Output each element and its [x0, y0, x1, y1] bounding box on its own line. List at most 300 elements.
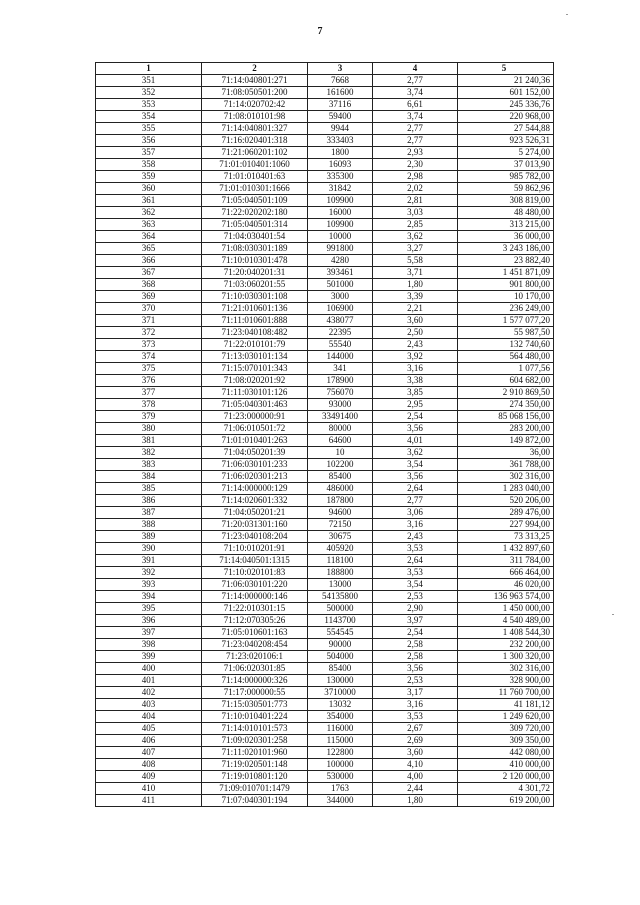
- table-row: [96, 495, 554, 507]
- area-cell: 116000: [308, 723, 373, 735]
- table-row: [96, 711, 554, 723]
- rate-cell: 2,53: [373, 675, 458, 687]
- rate-cell: 6,61: [373, 99, 458, 111]
- value-cell: 520 206,00: [458, 495, 554, 507]
- rate-cell: 2,77: [373, 135, 458, 147]
- area-cell: 1763: [308, 783, 373, 795]
- cadastral-number-cell: 71:08:030301:189: [202, 243, 308, 255]
- row-number-cell: 352: [96, 87, 202, 99]
- table-row: [96, 723, 554, 735]
- value-cell: 21 240,36: [458, 75, 554, 87]
- area-cell: 106900: [308, 303, 373, 315]
- value-cell: 37 013,90: [458, 159, 554, 171]
- value-cell: 604 682,00: [458, 375, 554, 387]
- value-cell: 59 862,96: [458, 183, 554, 195]
- row-number-cell: 365: [96, 243, 202, 255]
- cadastral-number-cell: 71:08:010101:98: [202, 111, 308, 123]
- value-cell: 4 540 489,00: [458, 615, 554, 627]
- table-row: [96, 87, 554, 99]
- rate-cell: 3,54: [373, 579, 458, 591]
- cadastral-number-cell: 71:21:060201:102: [202, 147, 308, 159]
- area-cell: 554545: [308, 627, 373, 639]
- row-number-cell: 354: [96, 111, 202, 123]
- area-cell: 393461: [308, 267, 373, 279]
- cadastral-number-cell: 71:06:030101:233: [202, 459, 308, 471]
- rate-cell: 3,92: [373, 351, 458, 363]
- row-number-cell: 402: [96, 687, 202, 699]
- rate-cell: 2,77: [373, 75, 458, 87]
- area-cell: 22395: [308, 327, 373, 339]
- table-row: [96, 675, 554, 687]
- cadastral-number-cell: 71:23:040108:204: [202, 531, 308, 543]
- table-row: [96, 99, 554, 111]
- table-row: [96, 699, 554, 711]
- value-cell: 308 819,00: [458, 195, 554, 207]
- row-number-cell: 366: [96, 255, 202, 267]
- value-cell: 901 800,00: [458, 279, 554, 291]
- cadastral-number-cell: 71:22:010301:15: [202, 603, 308, 615]
- cadastral-number-cell: 71:04:050201:21: [202, 507, 308, 519]
- cadastral-number-cell: 71:23:040208:454: [202, 639, 308, 651]
- cadastral-number-cell: 71:23:040108:482: [202, 327, 308, 339]
- area-cell: 501000: [308, 279, 373, 291]
- area-cell: 161600: [308, 87, 373, 99]
- row-number-cell: 405: [96, 723, 202, 735]
- table-row: [96, 339, 554, 351]
- rate-cell: 3,17: [373, 687, 458, 699]
- table-row: [96, 735, 554, 747]
- table-row: [96, 747, 554, 759]
- row-number-cell: 378: [96, 399, 202, 411]
- area-cell: 530000: [308, 771, 373, 783]
- cadastral-number-cell: 71:01:010401:63: [202, 171, 308, 183]
- table-row: [96, 471, 554, 483]
- table-row: [96, 207, 554, 219]
- value-cell: 245 336,76: [458, 99, 554, 111]
- row-number-cell: 372: [96, 327, 202, 339]
- area-cell: 55540: [308, 339, 373, 351]
- rate-cell: 3,74: [373, 87, 458, 99]
- value-cell: 5 274,00: [458, 147, 554, 159]
- table-row: [96, 447, 554, 459]
- value-cell: 1 450 000,00: [458, 603, 554, 615]
- area-cell: 102200: [308, 459, 373, 471]
- row-number-cell: 376: [96, 375, 202, 387]
- cadastral-number-cell: 71:06:020301:85: [202, 663, 308, 675]
- area-cell: 144000: [308, 351, 373, 363]
- table-row: [96, 255, 554, 267]
- column-header: 5: [458, 63, 554, 75]
- area-cell: 16000: [308, 207, 373, 219]
- area-cell: 37116: [308, 99, 373, 111]
- rate-cell: 3,27: [373, 243, 458, 255]
- area-cell: 354000: [308, 711, 373, 723]
- table-body: [96, 75, 554, 807]
- table-row: [96, 531, 554, 543]
- table-row: [96, 111, 554, 123]
- row-number-cell: 374: [96, 351, 202, 363]
- cadastral-number-cell: 71:15:070101:343: [202, 363, 308, 375]
- cadastral-number-cell: 71:14:040801:327: [202, 123, 308, 135]
- row-number-cell: 390: [96, 543, 202, 555]
- value-cell: 27 544,88: [458, 123, 554, 135]
- cadastral-number-cell: 71:05:040501:314: [202, 219, 308, 231]
- area-cell: 16093: [308, 159, 373, 171]
- cadastral-number-cell: 71:11:030101:126: [202, 387, 308, 399]
- table-row: [96, 303, 554, 315]
- rate-cell: 4,10: [373, 759, 458, 771]
- rate-cell: 3,06: [373, 507, 458, 519]
- rate-cell: 3,97: [373, 615, 458, 627]
- column-header: 1: [96, 63, 202, 75]
- value-cell: 46 020,00: [458, 579, 554, 591]
- scan-artifact: [566, 14, 568, 15]
- area-cell: 93000: [308, 399, 373, 411]
- rate-cell: 2,95: [373, 399, 458, 411]
- value-cell: 41 181,12: [458, 699, 554, 711]
- cadastral-number-cell: 71:20:040201:31: [202, 267, 308, 279]
- cadastral-number-cell: 71:12:070305:26: [202, 615, 308, 627]
- cadastral-number-cell: 71:14:040801:271: [202, 75, 308, 87]
- table-row: [96, 291, 554, 303]
- value-cell: 2 120 000,00: [458, 771, 554, 783]
- rate-cell: 2,53: [373, 591, 458, 603]
- row-number-cell: 375: [96, 363, 202, 375]
- rate-cell: 2,64: [373, 555, 458, 567]
- row-number-cell: 358: [96, 159, 202, 171]
- area-cell: 335300: [308, 171, 373, 183]
- value-cell: 55 987,50: [458, 327, 554, 339]
- value-cell: 4 301,72: [458, 783, 554, 795]
- value-cell: 149 872,00: [458, 435, 554, 447]
- cadastral-number-cell: 71:01:010401:263: [202, 435, 308, 447]
- rate-cell: 3,56: [373, 663, 458, 675]
- cadastral-number-cell: 71:11:020101:960: [202, 747, 308, 759]
- area-cell: 344000: [308, 795, 373, 807]
- area-cell: 486000: [308, 483, 373, 495]
- registry-table: [95, 62, 554, 807]
- area-cell: 130000: [308, 675, 373, 687]
- rate-cell: 5,58: [373, 255, 458, 267]
- table-row: [96, 231, 554, 243]
- table-row: [96, 795, 554, 807]
- area-cell: 1800: [308, 147, 373, 159]
- table-row: [96, 435, 554, 447]
- table-row: [96, 519, 554, 531]
- table-row: [96, 639, 554, 651]
- row-number-cell: 370: [96, 303, 202, 315]
- cadastral-number-cell: 71:23:020106:1: [202, 651, 308, 663]
- rate-cell: 4,01: [373, 435, 458, 447]
- area-cell: 341: [308, 363, 373, 375]
- row-number-cell: 381: [96, 435, 202, 447]
- value-cell: 442 080,00: [458, 747, 554, 759]
- value-cell: 11 760 700,00: [458, 687, 554, 699]
- area-cell: 115000: [308, 735, 373, 747]
- value-cell: 923 526,31: [458, 135, 554, 147]
- row-number-cell: 387: [96, 507, 202, 519]
- cadastral-number-cell: 71:22:020202:180: [202, 207, 308, 219]
- area-cell: 13000: [308, 579, 373, 591]
- table-row: [96, 567, 554, 579]
- value-cell: 10 170,00: [458, 291, 554, 303]
- cadastral-number-cell: 71:01:010301:1666: [202, 183, 308, 195]
- value-cell: 227 994,00: [458, 519, 554, 531]
- cadastral-number-cell: 71:05:040301:463: [202, 399, 308, 411]
- table-row: [96, 627, 554, 639]
- area-cell: 187800: [308, 495, 373, 507]
- cadastral-number-cell: 71:16:020401:318: [202, 135, 308, 147]
- table-row: [96, 771, 554, 783]
- table-row: [96, 507, 554, 519]
- cadastral-number-cell: 71:14:000000:146: [202, 591, 308, 603]
- row-number-cell: 411: [96, 795, 202, 807]
- row-number-cell: 364: [96, 231, 202, 243]
- table-row: [96, 147, 554, 159]
- cadastral-number-cell: 71:20:031301:160: [202, 519, 308, 531]
- row-number-cell: 409: [96, 771, 202, 783]
- table-row: [96, 651, 554, 663]
- table-row: [96, 399, 554, 411]
- table-row: [96, 411, 554, 423]
- cadastral-number-cell: 71:06:030101:220: [202, 579, 308, 591]
- area-cell: 64600: [308, 435, 373, 447]
- table-row: [96, 135, 554, 147]
- table-row: [96, 663, 554, 675]
- row-number-cell: 373: [96, 339, 202, 351]
- page-number: 7: [317, 26, 323, 37]
- cadastral-number-cell: 71:14:040501:1315: [202, 555, 308, 567]
- value-cell: 361 788,00: [458, 459, 554, 471]
- area-cell: 3710000: [308, 687, 373, 699]
- rate-cell: 2,30: [373, 159, 458, 171]
- cadastral-number-cell: 71:09:010701:1479: [202, 783, 308, 795]
- rate-cell: 3,39: [373, 291, 458, 303]
- cadastral-number-cell: 71:14:020601:332: [202, 495, 308, 507]
- cadastral-number-cell: 71:23:000000:91: [202, 411, 308, 423]
- cadastral-number-cell: 71:22:010101:79: [202, 339, 308, 351]
- table-row: [96, 555, 554, 567]
- rate-cell: 2,85: [373, 219, 458, 231]
- row-number-cell: 359: [96, 171, 202, 183]
- row-number-cell: 368: [96, 279, 202, 291]
- row-number-cell: 391: [96, 555, 202, 567]
- area-cell: 438077: [308, 315, 373, 327]
- value-cell: 309 720,00: [458, 723, 554, 735]
- row-number-cell: 371: [96, 315, 202, 327]
- rate-cell: 3,74: [373, 111, 458, 123]
- area-cell: 10000: [308, 231, 373, 243]
- cadastral-number-cell: 71:10:030301:108: [202, 291, 308, 303]
- cadastral-number-cell: 71:13:030101:134: [202, 351, 308, 363]
- cadastral-number-cell: 71:14:000000:326: [202, 675, 308, 687]
- cadastral-number-cell: 71:01:010401:1060: [202, 159, 308, 171]
- row-number-cell: 396: [96, 615, 202, 627]
- area-cell: 188800: [308, 567, 373, 579]
- value-cell: 1 249 620,00: [458, 711, 554, 723]
- row-number-cell: 383: [96, 459, 202, 471]
- rate-cell: 2,93: [373, 147, 458, 159]
- table-row: [96, 351, 554, 363]
- rate-cell: 2,21: [373, 303, 458, 315]
- value-cell: 1 300 320,00: [458, 651, 554, 663]
- value-cell: 302 316,00: [458, 663, 554, 675]
- area-cell: 4280: [308, 255, 373, 267]
- area-cell: 54135800: [308, 591, 373, 603]
- value-cell: 289 476,00: [458, 507, 554, 519]
- row-number-cell: 393: [96, 579, 202, 591]
- table-row: [96, 387, 554, 399]
- area-cell: 118100: [308, 555, 373, 567]
- cadastral-number-cell: 71:05:040501:109: [202, 195, 308, 207]
- table-row: [96, 459, 554, 471]
- value-cell: 1 077,56: [458, 363, 554, 375]
- rate-cell: 2,54: [373, 627, 458, 639]
- rate-cell: 3,16: [373, 519, 458, 531]
- rate-cell: 3,38: [373, 375, 458, 387]
- row-number-cell: 395: [96, 603, 202, 615]
- rate-cell: 3,56: [373, 471, 458, 483]
- table-row: [96, 123, 554, 135]
- table-row: [96, 171, 554, 183]
- cadastral-number-cell: 71:10:010401:224: [202, 711, 308, 723]
- row-number-cell: 353: [96, 99, 202, 111]
- cadastral-number-cell: 71:14:020702:42: [202, 99, 308, 111]
- rate-cell: 2,77: [373, 123, 458, 135]
- rate-cell: 3,60: [373, 315, 458, 327]
- value-cell: 136 963 574,00: [458, 591, 554, 603]
- cadastral-number-cell: 71:05:010601:163: [202, 627, 308, 639]
- table-row: [96, 75, 554, 87]
- rate-cell: 2,58: [373, 639, 458, 651]
- row-number-cell: 394: [96, 591, 202, 603]
- area-cell: 59400: [308, 111, 373, 123]
- table-row: [96, 375, 554, 387]
- value-cell: 311 784,00: [458, 555, 554, 567]
- value-cell: 274 350,00: [458, 399, 554, 411]
- cadastral-number-cell: 71:06:010501:72: [202, 423, 308, 435]
- area-cell: 72150: [308, 519, 373, 531]
- area-cell: 7668: [308, 75, 373, 87]
- area-cell: 405920: [308, 543, 373, 555]
- cadastral-number-cell: 71:15:030501:773: [202, 699, 308, 711]
- area-cell: 109900: [308, 195, 373, 207]
- row-number-cell: 406: [96, 735, 202, 747]
- area-cell: 13032: [308, 699, 373, 711]
- area-cell: 10: [308, 447, 373, 459]
- value-cell: 985 782,00: [458, 171, 554, 183]
- column-header: 2: [202, 63, 308, 75]
- rate-cell: 2,54: [373, 411, 458, 423]
- row-number-cell: 379: [96, 411, 202, 423]
- value-cell: 48 480,00: [458, 207, 554, 219]
- rate-cell: 1,80: [373, 279, 458, 291]
- area-cell: 178900: [308, 375, 373, 387]
- area-cell: 500000: [308, 603, 373, 615]
- row-number-cell: 384: [96, 471, 202, 483]
- table-row: [96, 579, 554, 591]
- table-row: [96, 279, 554, 291]
- row-number-cell: 388: [96, 519, 202, 531]
- rate-cell: 3,16: [373, 363, 458, 375]
- table-row: [96, 783, 554, 795]
- area-cell: 85400: [308, 663, 373, 675]
- value-cell: 601 152,00: [458, 87, 554, 99]
- cadastral-number-cell: 71:19:020501:148: [202, 759, 308, 771]
- value-cell: 232 200,00: [458, 639, 554, 651]
- rate-cell: 2,64: [373, 483, 458, 495]
- area-cell: 9944: [308, 123, 373, 135]
- row-number-cell: 360: [96, 183, 202, 195]
- rate-cell: 3,16: [373, 699, 458, 711]
- area-cell: 109900: [308, 219, 373, 231]
- area-cell: 94600: [308, 507, 373, 519]
- area-cell: 90000: [308, 639, 373, 651]
- rate-cell: 2,02: [373, 183, 458, 195]
- value-cell: 236 249,00: [458, 303, 554, 315]
- scan-artifact: [612, 614, 614, 615]
- rate-cell: 3,53: [373, 543, 458, 555]
- table-row: [96, 363, 554, 375]
- area-cell: 122800: [308, 747, 373, 759]
- table-row: [96, 219, 554, 231]
- rate-cell: 2,81: [373, 195, 458, 207]
- table-row: [96, 543, 554, 555]
- area-cell: 30675: [308, 531, 373, 543]
- row-number-cell: 386: [96, 495, 202, 507]
- cadastral-number-cell: 71:08:020201:92: [202, 375, 308, 387]
- value-cell: 309 350,00: [458, 735, 554, 747]
- value-cell: 619 200,00: [458, 795, 554, 807]
- cadastral-number-cell: 71:19:010801:120: [202, 771, 308, 783]
- value-cell: 1 577 077,20: [458, 315, 554, 327]
- table-row: [96, 315, 554, 327]
- value-cell: 313 215,00: [458, 219, 554, 231]
- cadastral-number-cell: 71:21:010601:136: [202, 303, 308, 315]
- row-number-cell: 399: [96, 651, 202, 663]
- rate-cell: 3,56: [373, 423, 458, 435]
- row-number-cell: 389: [96, 531, 202, 543]
- value-cell: 73 313,25: [458, 531, 554, 543]
- table-row: [96, 687, 554, 699]
- area-cell: 85400: [308, 471, 373, 483]
- rate-cell: 2,90: [373, 603, 458, 615]
- cadastral-number-cell: 71:06:020301:213: [202, 471, 308, 483]
- row-number-cell: 377: [96, 387, 202, 399]
- cadastral-number-cell: 71:03:060201:55: [202, 279, 308, 291]
- table-header-row: [96, 63, 554, 75]
- cadastral-number-cell: 71:04:050201:39: [202, 447, 308, 459]
- value-cell: 220 968,00: [458, 111, 554, 123]
- area-cell: 1143700: [308, 615, 373, 627]
- row-number-cell: 361: [96, 195, 202, 207]
- rate-cell: 2,50: [373, 327, 458, 339]
- value-cell: 1 408 544,30: [458, 627, 554, 639]
- value-cell: 302 316,00: [458, 471, 554, 483]
- area-cell: 991800: [308, 243, 373, 255]
- area-cell: 504000: [308, 651, 373, 663]
- value-cell: 283 200,00: [458, 423, 554, 435]
- rate-cell: 2,58: [373, 651, 458, 663]
- rate-cell: 2,43: [373, 339, 458, 351]
- cadastral-number-cell: 71:17:000000:55: [202, 687, 308, 699]
- row-number-cell: 408: [96, 759, 202, 771]
- column-header: 4: [373, 63, 458, 75]
- rate-cell: 3,53: [373, 711, 458, 723]
- row-number-cell: 385: [96, 483, 202, 495]
- row-number-cell: 401: [96, 675, 202, 687]
- row-number-cell: 382: [96, 447, 202, 459]
